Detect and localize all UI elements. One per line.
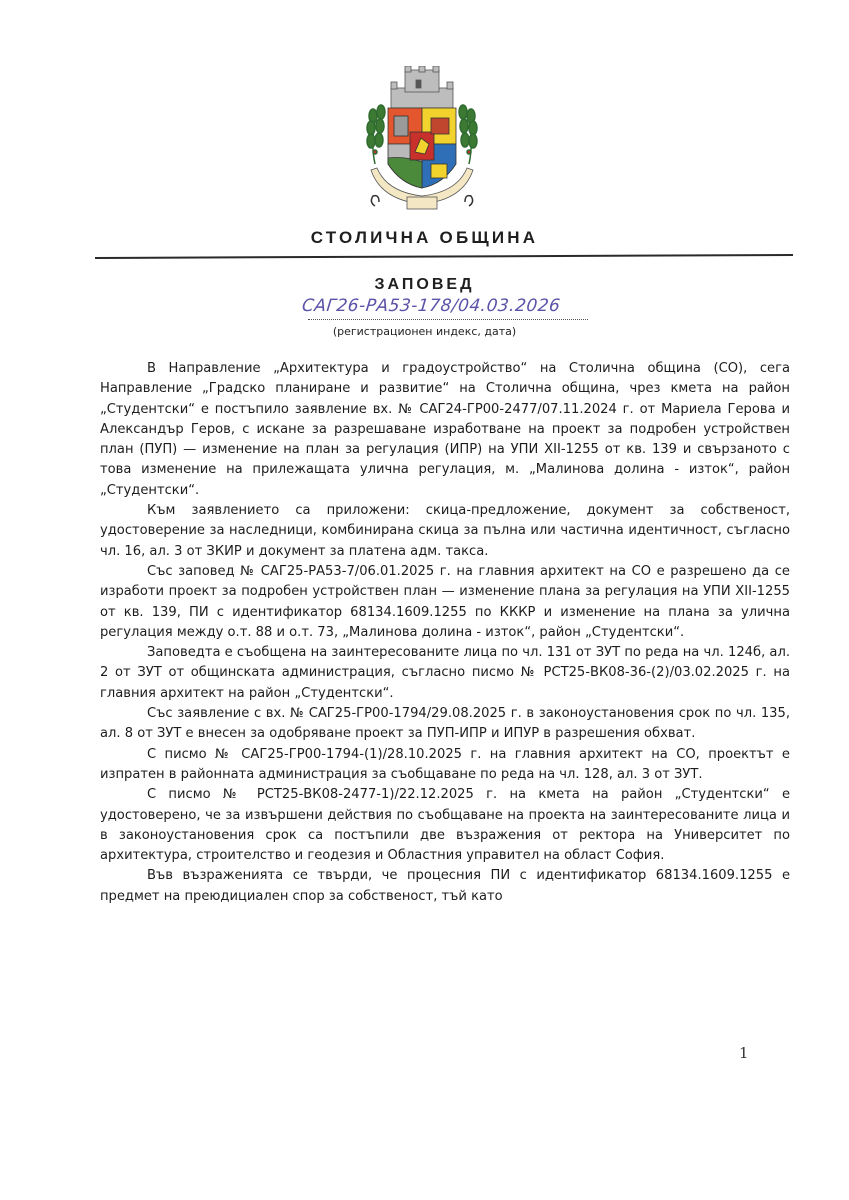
document-body	[100, 359, 790, 907]
document-title: ЗАПОВЕД	[374, 276, 475, 293]
registration-number-handwritten: САГ26-РА53-178/04.03.2026	[300, 296, 562, 316]
header-divider	[95, 254, 793, 259]
scroll-left-icon	[371, 196, 379, 206]
crown-icon	[391, 66, 453, 108]
laurel-left-icon	[367, 105, 385, 164]
page-number: 1	[739, 1044, 749, 1062]
paragraph-letter-architect: С писмо № САГ25-ГР00-1794-(1)/28.10.2025 г. на главния архитект на СО, проектът е изпратен в районната администрация за съобщаване по реда на чл. 128, ал. 3 от ЗУТ.	[100, 746, 790, 782]
paragraph-objections: Във възраженията се твърди, че процесния ПИ с идентификатор 68134.1609.1255 е предмет на преюдициален спор за собственост, тъй като	[100, 868, 790, 904]
paragraph-submission: Със заявление с вх. № САГ25-ГР00-1794/29.08.2025 г. в законоустановения срок по чл. 135, ал. 8 от ЗУТ е внесен за одобряване проект за ПУП-ИПР и ИПУР в разрешения обхват.	[100, 706, 790, 742]
organization-name: СТОЛИЧНА ОБЩИНА	[310, 228, 539, 247]
laurel-right-icon	[459, 105, 477, 164]
paragraph-attachments: Към заявлението са приложени: скица-предложение, документ за собственост, удостоверение за наследници, комбинирана скица за пълна или частична идентичност, съгласно чл. 16, ал. 3 от ЗКИР и документ за платена адм. такса.	[100, 503, 790, 559]
paragraph-order: Със заповед № САГ25-РА53-7/06.01.2025 г. на главния архитект на СО е разрешено да се изработи проект за подробен устройствен план — изменение плана за регулация на УПИ XII-1255 от кв. 139, ПИ с идентификатор 68134.1609.1255 по КККР и изменение на плана за улична регулация между о.т. 88 и о.т. 73, „Малинова долина - изток“, район „Студентски“.	[100, 563, 790, 640]
paragraph-notification: Заповедта е съобщена на заинтересованите лица по чл. 131 от ЗУТ по реда на чл. 124б, ал. 2 от ЗУТ от общинската администрация, съгласно писмо № РСТ25-ВК08-36-(2)/03.02.2025 г. на главния архитект на район „Студентски“.	[100, 645, 790, 701]
registration-caption: (регистрационен индекс, дата)	[332, 325, 517, 338]
motto-plaque-icon	[407, 197, 437, 209]
sofia-coat-of-arms-logo	[361, 66, 483, 214]
scroll-right-icon	[465, 196, 473, 206]
paragraph-application: В Направление „Архитектура и градоустройство“ на Столична община (СО), сега Направление „Градско планиране и развитие“ на Столична община, чрез кмета на район „Студентски“ е постъпило заявление вх. № САГ24-ГР00-2477/07.11.2024 г. от Мариела Герова и Александър Геров, с искане за разрешаване изработване на проект за подробен устройствен план (ПУП) — изменение на план за регулация (ИПР) на УПИ XII-1255 от кв. 139 и свързаното с това изменение на прилежащата улична регулация, м. „Малинова долина - изток“, район „Студентски“.	[100, 361, 790, 498]
paragraph-letter-mayor: С писмо № РСТ25-ВК08-2477-1)/22.12.2025 г. на кмета на район „Студентски“ е удостоверено, че за извършени действия по съобщаване на проекта на заинтересованите лица и в законоустановения срок са постъпили две възражения от ректора на Университет по архитектура, строителство и геодезия и Областния управител на област София.	[100, 787, 790, 864]
shield-icon	[388, 108, 456, 188]
registration-dotted-line	[308, 319, 588, 320]
